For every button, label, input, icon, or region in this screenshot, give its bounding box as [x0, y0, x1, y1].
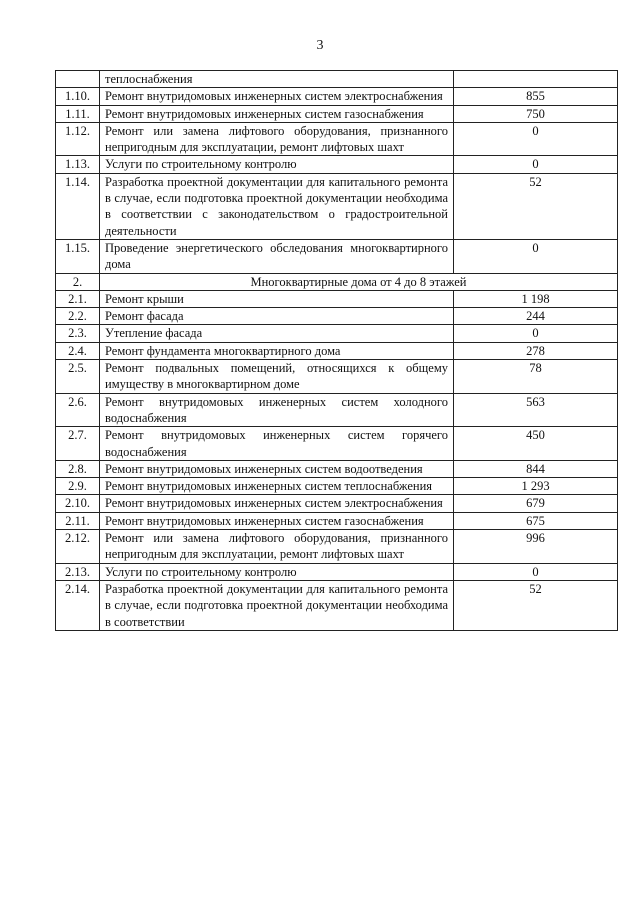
- table-row: [56, 122, 618, 156]
- item-value: 52: [454, 580, 618, 630]
- item-value: 244: [454, 308, 618, 325]
- table-row: [56, 393, 618, 427]
- table-row: [56, 325, 618, 342]
- item-number: 1.11.: [56, 105, 100, 122]
- item-value: 679: [454, 495, 618, 512]
- table-row: [56, 460, 618, 477]
- table-body: [56, 71, 618, 631]
- item-value: 52: [454, 173, 618, 239]
- item-number: 2.11.: [56, 512, 100, 529]
- table-row: [56, 427, 618, 461]
- item-description: Услуги по строительному контролю: [100, 563, 454, 580]
- item-number: 2.5.: [56, 360, 100, 394]
- item-number: 2.: [56, 273, 100, 290]
- item-number: 2.4.: [56, 342, 100, 359]
- item-number: 2.3.: [56, 325, 100, 342]
- item-value: 0: [454, 156, 618, 173]
- item-number: [56, 71, 100, 88]
- item-number: 2.2.: [56, 308, 100, 325]
- item-number: 2.6.: [56, 393, 100, 427]
- item-description: Ремонт крыши: [100, 290, 454, 307]
- item-description: Ремонт фундамента многоквартирного дома: [100, 342, 454, 359]
- item-number: 1.13.: [56, 156, 100, 173]
- table-row: [56, 239, 618, 273]
- item-description: теплоснабжения: [100, 71, 454, 88]
- table-row: [56, 308, 618, 325]
- item-number: 2.10.: [56, 495, 100, 512]
- item-value: [454, 71, 618, 88]
- item-description: Ремонт внутридомовых инженерных систем горячего водоснабжения: [100, 427, 454, 461]
- item-number: 1.14.: [56, 173, 100, 239]
- table-row: [56, 530, 618, 564]
- item-value: 855: [454, 88, 618, 105]
- item-description: Проведение энергетического обследования многоквартирного дома: [100, 239, 454, 273]
- item-value: 450: [454, 427, 618, 461]
- item-value: 278: [454, 342, 618, 359]
- item-description: Разработка проектной документации для капитального ремонта в случае, если подготовка проектной документации необходима в соответствии с законодательством о градостроительной деятельности: [100, 173, 454, 239]
- table-row: [56, 580, 618, 630]
- table-row: [56, 478, 618, 495]
- item-value: 844: [454, 460, 618, 477]
- item-number: 2.8.: [56, 460, 100, 477]
- item-description: Ремонт внутридомовых инженерных систем водоотведения: [100, 460, 454, 477]
- item-description: Ремонт внутридомовых инженерных систем газоснабжения: [100, 105, 454, 122]
- item-description: Ремонт подвальных помещений, относящихся к общему имуществу в многоквартирном доме: [100, 360, 454, 394]
- table-row: [56, 156, 618, 173]
- item-value: 78: [454, 360, 618, 394]
- cost-table: [55, 70, 618, 631]
- item-value: 1 198: [454, 290, 618, 307]
- item-number: 2.13.: [56, 563, 100, 580]
- item-description: Ремонт внутридомовых инженерных систем газоснабжения: [100, 512, 454, 529]
- page-number: 3: [316, 38, 324, 53]
- item-number: 1.10.: [56, 88, 100, 105]
- item-description: Ремонт или замена лифтового оборудования, признанного непригодным для эксплуатации, ремонт лифтовых шахт: [100, 530, 454, 564]
- table-row: [56, 290, 618, 307]
- table-row: [56, 512, 618, 529]
- item-number: 2.7.: [56, 427, 100, 461]
- item-value: 1 293: [454, 478, 618, 495]
- item-value: 0: [454, 563, 618, 580]
- item-description: Ремонт или замена лифтового оборудования, признанного непригодным для эксплуатации, ремонт лифтовых шахт: [100, 122, 454, 156]
- item-number: 2.12.: [56, 530, 100, 564]
- item-description: Услуги по строительному контролю: [100, 156, 454, 173]
- table-row: [56, 342, 618, 359]
- item-value: 563: [454, 393, 618, 427]
- section-title: Многоквартирные дома от 4 до 8 этажей: [100, 273, 618, 290]
- item-value: 675: [454, 512, 618, 529]
- table-row: [56, 173, 618, 239]
- item-number: 1.15.: [56, 239, 100, 273]
- item-value: 750: [454, 105, 618, 122]
- item-description: Ремонт фасада: [100, 308, 454, 325]
- item-number: 1.12.: [56, 122, 100, 156]
- item-description: Ремонт внутридомовых инженерных систем холодного водоснабжения: [100, 393, 454, 427]
- table-row: [56, 360, 618, 394]
- section-row: [56, 273, 618, 290]
- item-value: 996: [454, 530, 618, 564]
- item-value: 0: [454, 325, 618, 342]
- item-description: Утепление фасада: [100, 325, 454, 342]
- item-number: 2.1.: [56, 290, 100, 307]
- item-number: 2.14.: [56, 580, 100, 630]
- item-description: Ремонт внутридомовых инженерных систем электроснабжения: [100, 495, 454, 512]
- table-row: [56, 495, 618, 512]
- table-row: [56, 563, 618, 580]
- item-description: Разработка проектной документации для капитального ремонта в случае, если подготовка проектной документации необходима в соответствии: [100, 580, 454, 630]
- table-row: [56, 88, 618, 105]
- item-value: 0: [454, 239, 618, 273]
- item-number: 2.9.: [56, 478, 100, 495]
- item-description: Ремонт внутридомовых инженерных систем теплоснабжения: [100, 478, 454, 495]
- item-description: Ремонт внутридомовых инженерных систем электроснабжения: [100, 88, 454, 105]
- table-row: [56, 71, 618, 88]
- item-value: 0: [454, 122, 618, 156]
- table-row: [56, 105, 618, 122]
